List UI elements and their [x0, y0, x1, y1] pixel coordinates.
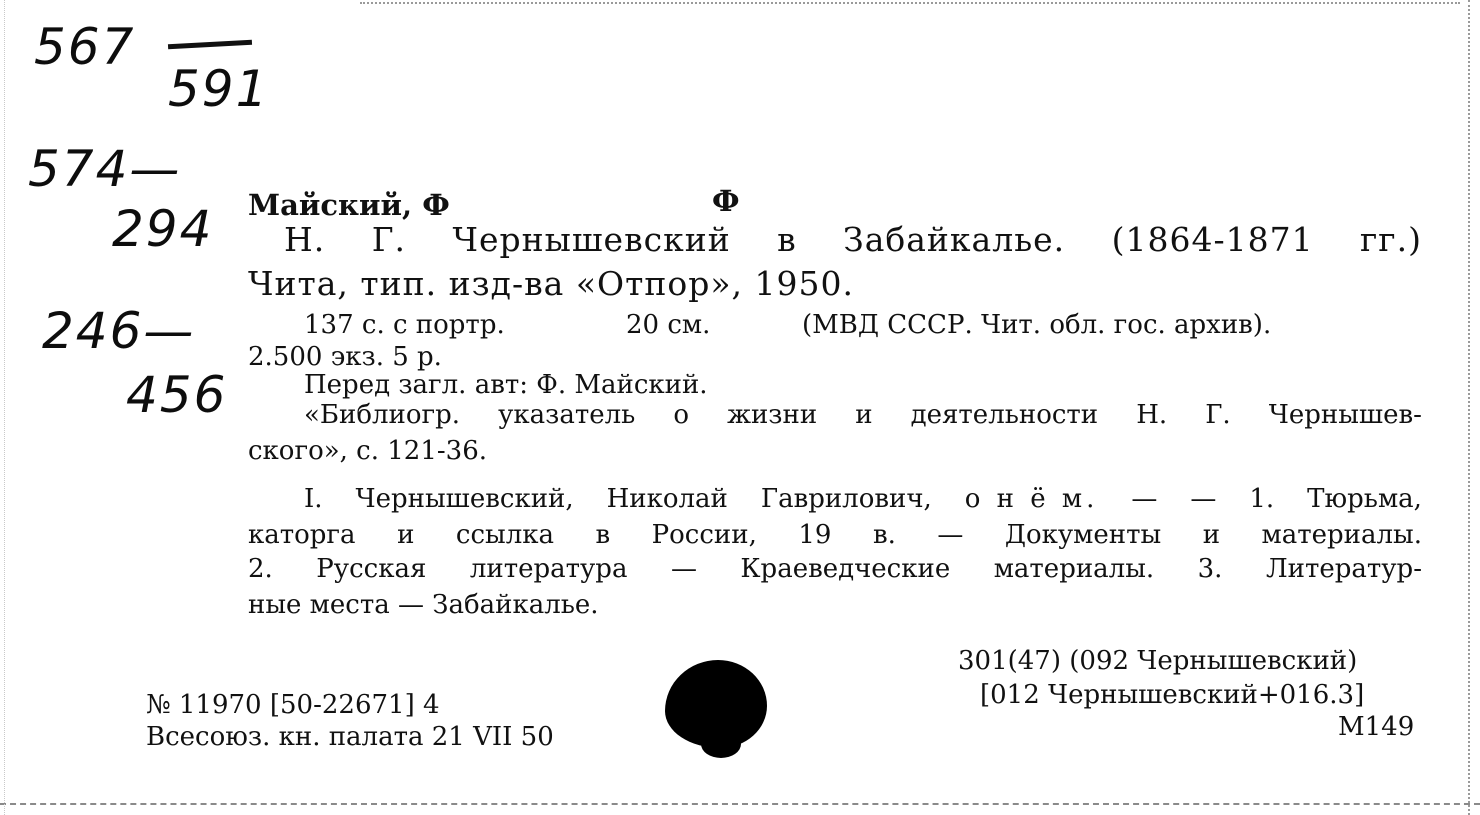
collation-pages: 137 с. с портр. — [304, 310, 505, 340]
subject-word: и — [397, 520, 415, 550]
handwritten-mark-3-top: 246— — [42, 302, 196, 360]
handwritten-mark-2-bottom: 294 — [112, 200, 214, 258]
subject-word: I. — [304, 484, 323, 514]
subject-word: каторга — [248, 520, 356, 550]
subject-word: и — [1202, 520, 1221, 550]
note-bibliography-line-1 — [304, 400, 1422, 430]
udc-index: 301(47) (092 Чернышевский) — [958, 646, 1358, 676]
subject-word: Русская — [316, 554, 427, 584]
subject-word: в. — [872, 520, 896, 550]
subject-word: Тюрьма, — [1307, 484, 1422, 514]
note-word: о — [673, 400, 689, 430]
registration-number: № 11970 [50-22671] 4 — [146, 690, 440, 720]
book-chamber-line: Всесоюз. кн. палата 21 VII 50 — [146, 722, 554, 752]
note-word: Н. — [1136, 400, 1168, 430]
title-word: в — [777, 220, 797, 259]
note-bibliography-line-2: ского», с. 121-36. — [248, 436, 488, 466]
bbk-index: [012 Чернышевский+016.3] — [980, 680, 1365, 710]
subjects-line-4: ные места — Забайкалье. — [248, 590, 599, 620]
subject-word: Краеведческие — [740, 554, 951, 584]
handwritten-mark-3-bottom: 456 — [126, 366, 228, 424]
subject-word: — — [670, 554, 697, 584]
note-word: Г. — [1205, 400, 1231, 430]
note-word: «Библиогр. — [304, 400, 461, 430]
card-top-edge — [360, 2, 1460, 4]
card-right-edge — [1468, 0, 1470, 815]
subjects-line-1 — [304, 484, 1422, 514]
imprint-line: Чита, тип. изд-ва «Отпор», 1950. — [248, 264, 854, 303]
subject-word: — — [1190, 484, 1217, 514]
subject-word: материалы. — [1261, 520, 1422, 550]
title-word: гг.) — [1360, 220, 1422, 259]
subject-word: 3. — [1197, 554, 1223, 584]
author-mark: M149 — [1338, 712, 1415, 742]
note-word: и — [855, 400, 873, 430]
handwritten-mark-1-bottom: 591 — [168, 60, 270, 118]
note-author: Перед загл. авт: Ф. Майский. — [304, 370, 708, 400]
collation-size: 20 см. — [626, 310, 711, 340]
title-word: Забайкалье. — [843, 220, 1066, 259]
subject-word: ссылка — [455, 520, 554, 550]
card-bottom-edge — [0, 803, 1480, 805]
ink-blot — [665, 660, 767, 748]
note-word: Чернышев- — [1268, 400, 1422, 430]
author-index-letter: Ф — [712, 184, 740, 218]
subject-word: Гаврилович, — [760, 484, 932, 514]
note-word: деятельности — [910, 400, 1099, 430]
copies-price: 2.500 экз. 5 р. — [248, 342, 442, 372]
subject-word: 1. — [1249, 484, 1275, 514]
title-word: Г. — [371, 220, 407, 259]
subject-word: Литератур- — [1265, 554, 1422, 584]
subject-word: о н ё м. — [964, 484, 1099, 514]
subject-word: — — [1131, 484, 1158, 514]
subject-word: материалы. — [993, 554, 1155, 584]
subject-word: Документы — [1004, 520, 1162, 550]
note-word: жизни — [727, 400, 818, 430]
title-line — [284, 220, 1422, 259]
author-heading: Майский, Ф — [248, 188, 450, 222]
title-word: Чернышевский — [452, 220, 731, 259]
collation-series: (МВД СССР. Чит. обл. гос. архив). — [802, 310, 1272, 340]
subjects-line-3 — [248, 554, 1422, 584]
handwritten-mark-2-top: 574— — [28, 140, 182, 198]
subject-word: 19 — [798, 520, 832, 550]
handwritten-mark-1-top: 567 — [34, 18, 136, 76]
subject-word: — — [937, 520, 964, 550]
title-word: (1864-1871 — [1111, 220, 1314, 259]
subject-word: литература — [469, 554, 628, 584]
subject-word: России, — [651, 520, 757, 550]
subject-word: в — [595, 520, 611, 550]
subject-word: Николай — [606, 484, 728, 514]
title-word: Н. — [284, 220, 326, 259]
note-word: указатель — [498, 400, 636, 430]
card-left-edge — [4, 0, 5, 815]
handwritten-rule — [168, 40, 252, 49]
subjects-line-2 — [248, 520, 1422, 550]
subject-word: Чернышевский, — [355, 484, 574, 514]
subject-word: 2. — [248, 554, 273, 584]
